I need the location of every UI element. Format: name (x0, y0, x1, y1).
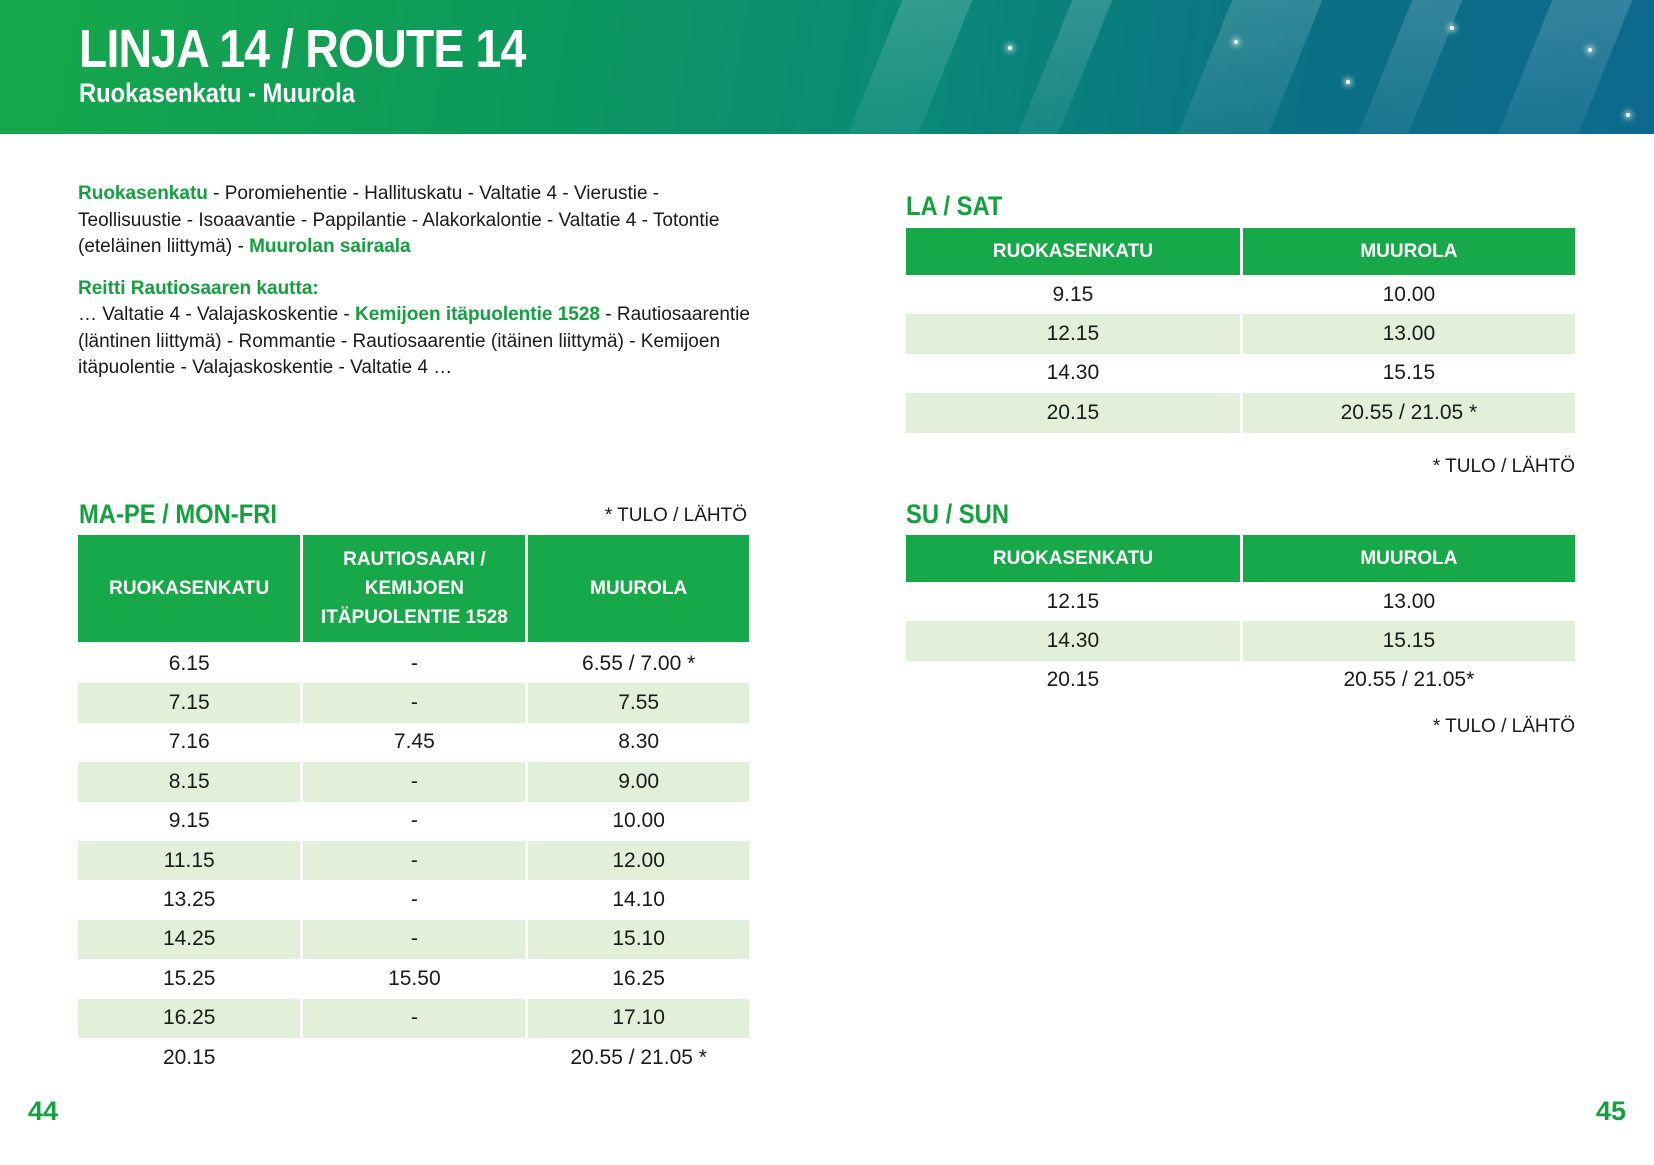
table-row (78, 880, 749, 919)
table-cell: 10.00 (1382, 282, 1436, 306)
table-row (78, 802, 749, 841)
table-cell: 10.00 (612, 809, 665, 833)
col-rautiosaari: RAUTIOSAARI / KEMIJOEN ITÄPUOLENTIE 1528 (303, 535, 525, 642)
table-cell: 7.45 (393, 730, 435, 754)
col-muurola: MUUROLA (1243, 228, 1575, 275)
table-cell: 7.55 (528, 683, 749, 722)
weekday-title: MA-PE / MON-FRI (79, 499, 277, 529)
route-subtitle: Ruokasenkatu - Muurola (79, 78, 355, 108)
route-stops: - Poromiehentie - Hallituskatu - Valtatie 4 - Vierustie - Teollisuustie - Isoaavantie - Pappilantie - Alakorkalontie - Valtatie 4 - Totontie (eteläinen liittymä) - (78, 183, 720, 257)
table-cell: 14.25 (78, 920, 300, 959)
table-row (78, 841, 749, 880)
table-cell: 15.15 (1382, 361, 1436, 385)
table-cell: 6.55 / 7.00 * (582, 651, 696, 675)
table-cell: - (410, 809, 418, 833)
table-cell: - (303, 999, 525, 1038)
table-cell: 14.30 (906, 621, 1240, 660)
col-ruokasenkatu: RUOKASENKATU (906, 228, 1240, 275)
sunday-title: SU / SUN (906, 499, 1009, 529)
table-cell: 12.00 (528, 841, 749, 880)
table-row (906, 621, 1575, 660)
col-muurola: MUUROLA (528, 535, 749, 642)
table-cell: 20.55 / 21.05 * (1243, 393, 1575, 432)
page-number-left: 44 (28, 1096, 59, 1126)
page-number-right: 45 (1595, 1096, 1626, 1126)
table-cell: 20.15 (1046, 668, 1100, 692)
table-cell: - (410, 651, 418, 675)
table-cell: 20.55 / 21.05* (1343, 668, 1475, 692)
table-cell: 14.30 (1046, 361, 1100, 385)
table-row (78, 1038, 749, 1077)
saturday-timetable (903, 228, 1578, 433)
sunday-note: * TULO / LÄHTÖ (1432, 716, 1575, 737)
table-cell: - (303, 920, 525, 959)
col-ruokasenkatu: RUOKASENKATU (906, 535, 1240, 582)
table-cell: - (410, 888, 418, 912)
table-cell: - (303, 683, 525, 722)
sunday-timetable (903, 535, 1578, 700)
table-cell: 7.16 (168, 730, 210, 754)
table-cell: 9.00 (528, 762, 749, 801)
table-row (906, 354, 1575, 393)
col-ruokasenkatu: RUOKASENKATU (78, 535, 300, 642)
table-cell: 13.25 (162, 888, 216, 912)
alt-route (78, 302, 758, 382)
table-cell: 9.15 (1052, 282, 1094, 306)
table-cell: 15.15 (1243, 621, 1575, 660)
route-description (78, 181, 758, 382)
table-cell: 20.55 / 21.05 * (570, 1045, 707, 1069)
table-row (78, 644, 749, 683)
table-row (78, 999, 749, 1038)
alt-route-highlight: Kemijoen itäpuolentie 1528 (355, 304, 600, 325)
saturday-title: LA / SAT (906, 191, 1003, 221)
table-row (906, 393, 1575, 432)
table-cell: 11.15 (78, 841, 300, 880)
table-cell: - (303, 841, 525, 880)
table-cell: 14.10 (612, 888, 665, 912)
table-cell: 8.15 (78, 762, 300, 801)
table-cell: 13.00 (1382, 589, 1436, 613)
table-cell: 8.30 (618, 730, 660, 754)
table-row (78, 959, 749, 998)
table-row (78, 683, 749, 722)
table-cell: 15.25 (162, 966, 216, 990)
weekday-note: * TULO / LÄHTÖ (604, 505, 747, 526)
table-row (906, 275, 1575, 314)
table-cell: 13.00 (1243, 314, 1575, 353)
table-cell (303, 1038, 525, 1077)
table-row (906, 661, 1575, 700)
table-cell: 15.50 (388, 966, 441, 990)
table-cell: 16.25 (612, 966, 665, 990)
table-row (78, 920, 749, 959)
alt-route-heading: Reitti Rautiosaaren kautta: (78, 277, 319, 299)
table-row (78, 723, 749, 762)
table-cell: 6.15 (168, 651, 210, 675)
table-cell: 12.15 (1046, 589, 1100, 613)
table-cell: 16.25 (78, 999, 300, 1038)
route-start: Ruokasenkatu (78, 183, 208, 204)
alt-route-rest: - Rautiosaarentie (läntinen liittymä) - Rommantie - Rautiosaarentie (itäinen liittymä) - Kemijoen itäpuolentie - Valajaskoskentie - Valtatie 4 … (78, 304, 750, 378)
table-cell: 20.15 (162, 1045, 216, 1069)
col-muurola: MUUROLA (1243, 535, 1575, 582)
page-title: LINJA 14 / ROUTE 14 (79, 19, 526, 79)
table-cell: 9.15 (168, 809, 210, 833)
alt-route-start: … Valtatie 4 - Valajaskoskentie - (78, 304, 356, 325)
table-cell: 7.15 (78, 683, 300, 722)
table-row (78, 762, 749, 801)
route-end: Muurolan sairaala (249, 236, 411, 257)
saturday-note: * TULO / LÄHTÖ (1432, 456, 1575, 477)
weekday-timetable (75, 535, 752, 1077)
route-main (78, 181, 758, 261)
table-cell: - (303, 762, 525, 801)
table-row (906, 314, 1575, 353)
table-cell: 20.15 (906, 393, 1240, 432)
header-banner (0, 0, 1654, 134)
table-cell: 12.15 (906, 314, 1240, 353)
table-cell: 17.10 (528, 999, 749, 1038)
table-row (906, 582, 1575, 621)
table-cell: 15.10 (528, 920, 749, 959)
